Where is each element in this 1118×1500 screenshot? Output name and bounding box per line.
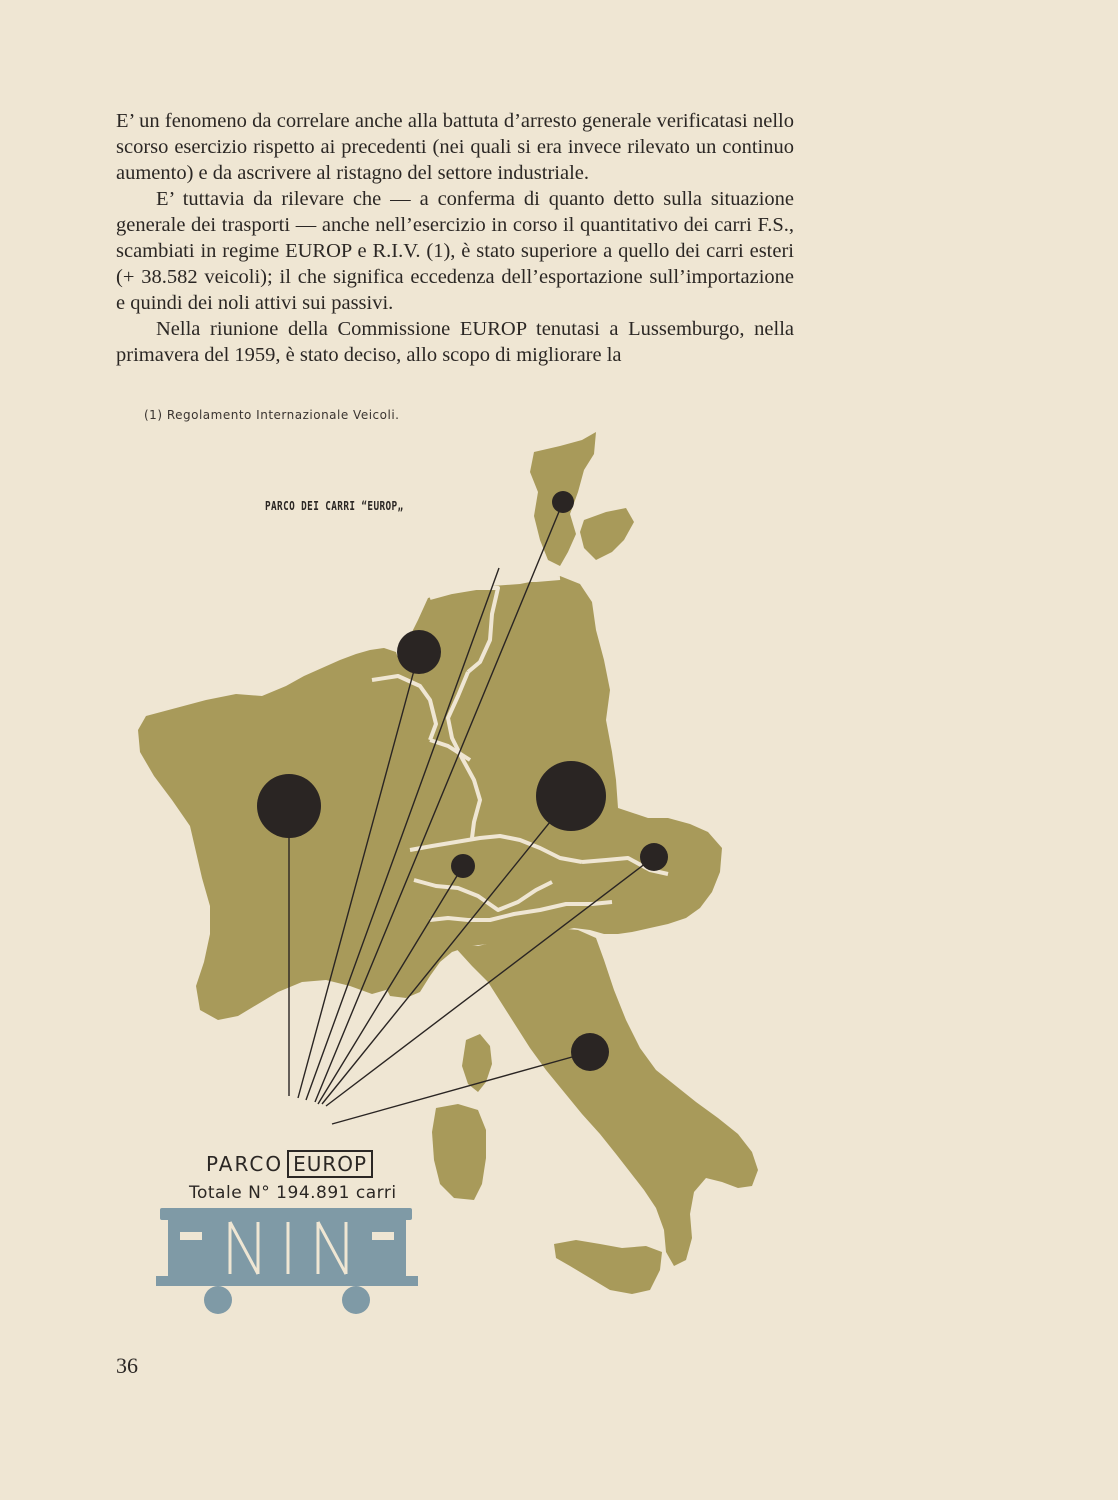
dot-germany: [536, 761, 606, 831]
dot-netherlands: [397, 630, 441, 674]
wagon-window-left: [180, 1232, 202, 1240]
dot-denmark: [552, 491, 574, 513]
wagon-illustration: [156, 1208, 418, 1314]
map-region-italy: [452, 928, 758, 1266]
dot-italy: [571, 1033, 609, 1071]
parco-prefix: PARCO: [206, 1152, 284, 1176]
wagon-total: Totale N° 194.891 carri: [189, 1183, 397, 1203]
footnote: (1) Regolamento Internazionale Veicoli.: [144, 408, 400, 422]
wagon-chassis: [156, 1276, 418, 1286]
paragraph-3: Nella riunione della Commissione EUROP tenutasi a Lussemburgo, nella primavera del 1959, è stato deciso, allo scopo di migliorare la: [116, 318, 794, 366]
wagon-roof: [160, 1208, 412, 1220]
parco-europ-label: [206, 1152, 373, 1176]
paragraph-1: E’ un fenomeno da correlare anche alla battuta d’arresto generale verificatasi nello scorso esercizio rispetto ai precedenti (nei quali si era invece rilevato un continuo aumento) e da ascrivere al ristagno del settore industriale.: [116, 110, 794, 184]
paragraph-2: E’ tuttavia da rilevare che — a conferma di quanto detto sulla situazione generale dei trasporti — anche nell’esercizio in corso il quantitativo dei carri F.S., scambiati in regime EUROP e R.I.V. (1), è stato superiore a quello dei carri esteri (+ 38.582 veicoli); il che significa eccedenza dell’esportazione sull’importazione e quindi dei noli attivi sui passivi.: [116, 188, 794, 314]
dot-austria: [640, 843, 668, 871]
map-title: PARCO DEI CARRI “EUROP„: [265, 499, 404, 513]
wagon-window-right: [372, 1232, 394, 1240]
dot-switzerland: [451, 854, 475, 878]
wagon-wheel-left: [204, 1286, 232, 1314]
dot-france: [257, 774, 321, 838]
wagon-wheel-right: [342, 1286, 370, 1314]
map-region-danish-islands: [580, 508, 634, 560]
page-number: 36: [116, 1353, 138, 1378]
map-region-sicily: [554, 1240, 662, 1294]
europ-boxed-label: EUROP: [287, 1150, 373, 1178]
map-region-sardinia: [432, 1104, 486, 1200]
